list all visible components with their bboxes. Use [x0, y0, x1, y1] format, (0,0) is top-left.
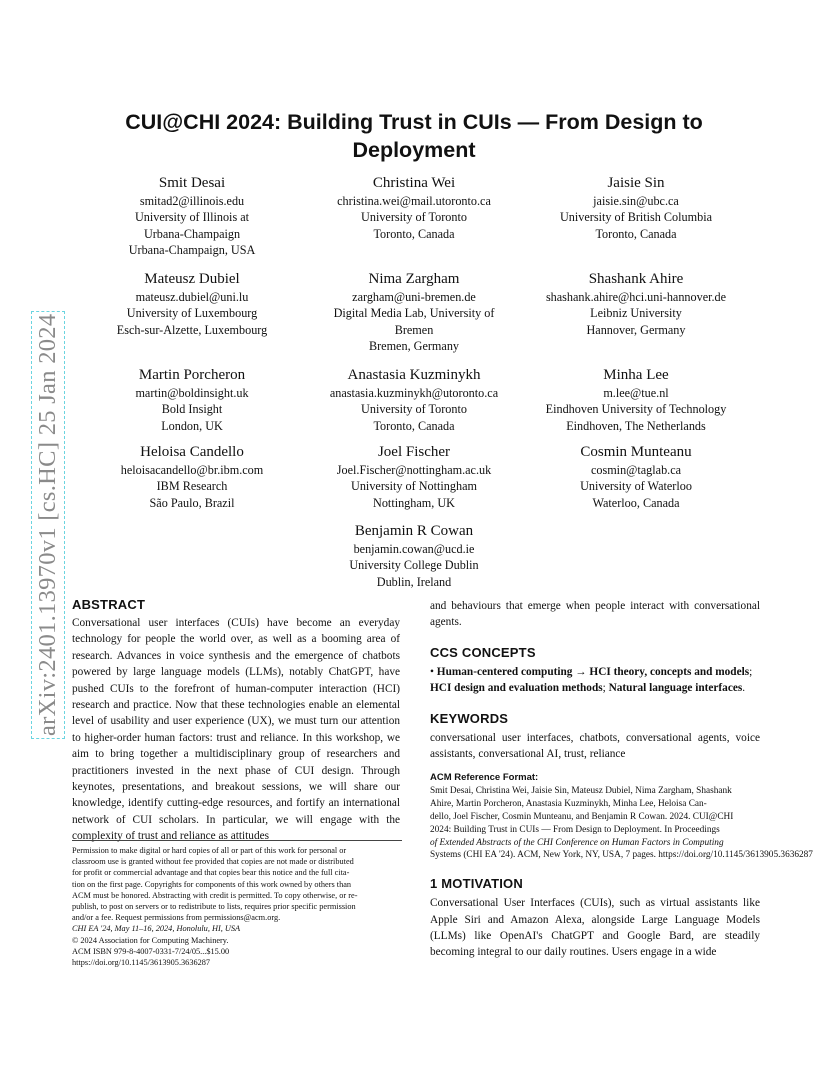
- footnote-line: and/or a fee. Request permissions from permissions@acm.org.: [72, 913, 281, 923]
- author-affiliation: University of Toronto: [361, 402, 467, 417]
- acm-ref-line: of Extended Abstracts of the CHI Conference on Human Factors in Computing: [430, 837, 724, 848]
- author-location: São Paulo, Brazil: [149, 495, 235, 510]
- ccs-bullet: •: [430, 665, 437, 678]
- author-email[interactable]: anastasia.kuzminykh@utoronto.ca: [329, 386, 499, 400]
- abstract-text: Conversational user interfaces (CUIs) have become an everyday technology for people the world over, as well as a booming area of research. Advances in voice synthesis and the emergence of chatbots powered by large language models (LLMs), notably ChatGPT, have pushed CUIs to the forefront of human-computer interaction (HCI) research and practice. Now that these technologies enable an elemental level of usability and user experience (UX), we must turn our attention to higher-order human factors: trust and reliance. In this workshop, we aim to bring together a multidisciplinary group of researchers and practitioners invested in the next phase of CUI design. Through keynotes, presentations, and breakout sessions, we will share our knowledge, identify cutting-edge resources, and fortify an international network of CUI scholars. In particular, we will engage with the complexity of trust and reliance as attitudes: [72, 617, 400, 843]
- acm-ref-body: [430, 785, 813, 862]
- arxiv-stamp: [18, 258, 61, 736]
- motivation-text: Conversational User Interfaces (CUIs), such as virtual assistants like Apple Siri and Amazon Alexa, alongside Large Language Models (LLMs) like OpenAI's ChatGPT and Google Bard, are steadily becoming integral to our daily routines. Users engage in a wide: [430, 897, 760, 959]
- author-affiliation: University of Nottingham: [351, 479, 477, 494]
- footnote-venue: CHI EA '24, May 11–16, 2024, Honolulu, HI, USA: [72, 924, 241, 934]
- author-location: Dublin, Ireland: [376, 574, 452, 589]
- author-affiliation: University of Luxembourg: [126, 306, 258, 321]
- author-email[interactable]: m.lee@tue.nl: [603, 386, 669, 400]
- author-location: Toronto, Canada: [373, 226, 455, 241]
- author-name: Martin Porcheron: [138, 367, 246, 383]
- author-email[interactable]: christina.wei@mail.utoronto.ca: [337, 194, 491, 208]
- footnote-line: classroom use is granted without fee provided that copies are not made or distributed: [72, 857, 354, 867]
- ccs-heading: CCS CONCEPTS: [430, 644, 536, 660]
- author-email[interactable]: zargham@uni-bremen.de: [352, 290, 476, 304]
- footnote-doi[interactable]: https://doi.org/10.1145/3613905.3636287: [72, 958, 211, 968]
- arxiv-stamp-text[interactable]: arXiv:2401.13970v1 [cs.HC] 25 Jan 2024: [34, 313, 61, 736]
- author-block: [304, 443, 524, 511]
- ccs-term: Human-centered computing: [436, 665, 573, 678]
- author-block: [304, 270, 524, 354]
- author-name: Benjamin R Cowan: [354, 523, 474, 539]
- author-block: [304, 522, 524, 590]
- author-location: Esch-sur-Alzette, Luxembourg: [116, 322, 268, 337]
- footnote-line: publish, to post on servers or to redistribute to lists, requires prior specific permission: [72, 902, 356, 912]
- author-block: [526, 443, 746, 511]
- author-name: Smit Desai: [158, 175, 226, 191]
- footnote-line: for profit or commercial advantage and that copies bear this notice and the full cita-: [72, 868, 350, 878]
- title-line-1: CUI@CHI 2024: Building Trust in CUIs — From Design to: [125, 110, 703, 134]
- author-affiliation: Eindhoven University of Technology: [545, 402, 727, 417]
- author-affiliation: University of Illinois at: [134, 210, 250, 225]
- acm-ref-line: Systems (CHI EA '24). ACM, New York, NY, USA, 7 pages. https://doi.org/10.1145/3613905.3636287: [430, 850, 813, 861]
- author-location: Hannover, Germany: [586, 322, 686, 337]
- motivation-heading: 1 MOTIVATION: [430, 876, 523, 892]
- abstract-heading: ABSTRACT: [72, 597, 146, 612]
- ccs-term: HCI design and evaluation methods: [430, 682, 603, 695]
- author-name: Shashank Ahire: [588, 271, 684, 287]
- author-name: Christina Wei: [372, 175, 456, 191]
- author-email[interactable]: mateusz.dubiel@uni.lu: [135, 290, 249, 304]
- author-email[interactable]: martin@boldinsight.uk: [135, 386, 249, 400]
- acm-ref-line: Ahire, Martin Porcheron, Anastasia Kuzminykh, Minha Lee, Heloisa Can-: [430, 799, 707, 810]
- author-location: Toronto, Canada: [595, 226, 677, 241]
- keywords-heading: KEYWORDS: [430, 710, 509, 726]
- author-location: Eindhoven, The Netherlands: [566, 418, 706, 433]
- author-email[interactable]: cosmin@taglab.ca: [590, 463, 682, 477]
- author-email[interactable]: smitad2@illinois.edu: [139, 194, 245, 208]
- author-affiliation: University College Dublin: [349, 558, 479, 573]
- abstract-continued: and behaviours that emerge when people interact with conversational agents.: [430, 600, 760, 629]
- footnote-isbn: ACM ISBN 979-8-4007-0331-7/24/05...$15.00: [72, 946, 230, 956]
- ccs-end: .: [742, 682, 746, 695]
- ccs-term: Natural language interfaces: [608, 682, 743, 695]
- ccs-arrow: →: [572, 665, 590, 678]
- ccs-separator: ;: [749, 665, 753, 678]
- author-name: Joel Fischer: [377, 444, 451, 460]
- author-affiliation: Urbana-Champaign: [143, 226, 241, 241]
- footnote-copyright: © 2024 Association for Computing Machinery.: [72, 935, 229, 945]
- author-location: London, UK: [161, 418, 223, 433]
- paper-title: [90, 108, 738, 164]
- right-column: [430, 598, 813, 961]
- author-name: Mateusz Dubiel: [144, 271, 240, 287]
- author-email[interactable]: Joel.Fischer@nottingham.ac.uk: [336, 463, 492, 477]
- author-affiliation: IBM Research: [156, 479, 228, 494]
- author-block: [526, 366, 746, 434]
- author-block: [82, 366, 302, 434]
- ccs-term: HCI theory, concepts and models: [589, 665, 750, 678]
- author-email[interactable]: heloisacandello@br.ibm.com: [120, 463, 264, 477]
- author-block: [82, 174, 302, 258]
- author-block: [82, 270, 302, 338]
- keywords-text: conversational user interfaces, chatbots, conversational agents, voice assistants, conversational AI, trust, reliance: [430, 731, 760, 761]
- author-affiliation: University of British Columbia: [560, 210, 712, 225]
- author-name: Anastasia Kuzminykh: [347, 367, 481, 383]
- author-block: [82, 443, 302, 511]
- acm-ref-line: dello, Joel Fischer, Cosmin Munteanu, and Benjamin R Cowan. 2024. CUI@CHI: [430, 812, 734, 823]
- acm-ref-line: 2024: Building Trust in CUIs — From Design to Deployment. In Proceedings: [430, 824, 720, 835]
- ccs-separator: ;: [602, 682, 609, 695]
- author-block: [304, 366, 524, 434]
- ccs-concepts: [430, 664, 760, 697]
- footnote-line: tion on the first page. Copyrights for components of this work owned by others than: [72, 879, 352, 889]
- author-affiliation: Leibniz University: [590, 306, 682, 321]
- author-name: Heloisa Candello: [140, 444, 244, 460]
- author-name: Nima Zargham: [368, 271, 460, 287]
- author-affiliation: Digital Media Lab, University of: [333, 306, 495, 321]
- footnote: [72, 840, 402, 968]
- author-email[interactable]: jaisie.sin@ubc.ca: [593, 194, 679, 208]
- author-affiliation: University of Toronto: [361, 210, 467, 225]
- title-line-2: Deployment: [352, 138, 476, 162]
- author-location: Nottingham, UK: [373, 495, 455, 510]
- author-email[interactable]: shashank.ahire@hci.uni-hannover.de: [545, 290, 727, 304]
- acm-ref-heading: ACM Reference Format:: [430, 772, 539, 784]
- author-name: Cosmin Munteanu: [580, 444, 692, 460]
- author-location: Waterloo, Canada: [592, 495, 680, 510]
- author-location: Bremen, Germany: [368, 338, 460, 353]
- author-block: [526, 270, 746, 338]
- author-block: [304, 174, 524, 242]
- author-location: Toronto, Canada: [373, 418, 455, 433]
- footnote-line: Permission to make digital or hard copies of all or part of this work for personal or: [72, 846, 347, 855]
- author-affiliation: Bremen: [394, 322, 434, 337]
- author-affiliation: Bold Insight: [161, 402, 223, 417]
- author-name: Jaisie Sin: [607, 175, 665, 191]
- author-affiliation: University of Waterloo: [580, 479, 692, 494]
- author-location: Urbana-Champaign, USA: [128, 242, 256, 257]
- footnote-line: ACM must be honored. Abstracting with credit is permitted. To copy otherwise, or re-: [72, 890, 358, 900]
- author-name: Minha Lee: [603, 367, 669, 383]
- author-block: [526, 174, 746, 242]
- acm-ref-line: Smit Desai, Christina Wei, Jaisie Sin, Mateusz Dubiel, Nima Zargham, Shashank: [430, 786, 732, 797]
- abstract-section: [72, 597, 400, 845]
- author-email[interactable]: benjamin.cowan@ucd.ie: [353, 542, 475, 556]
